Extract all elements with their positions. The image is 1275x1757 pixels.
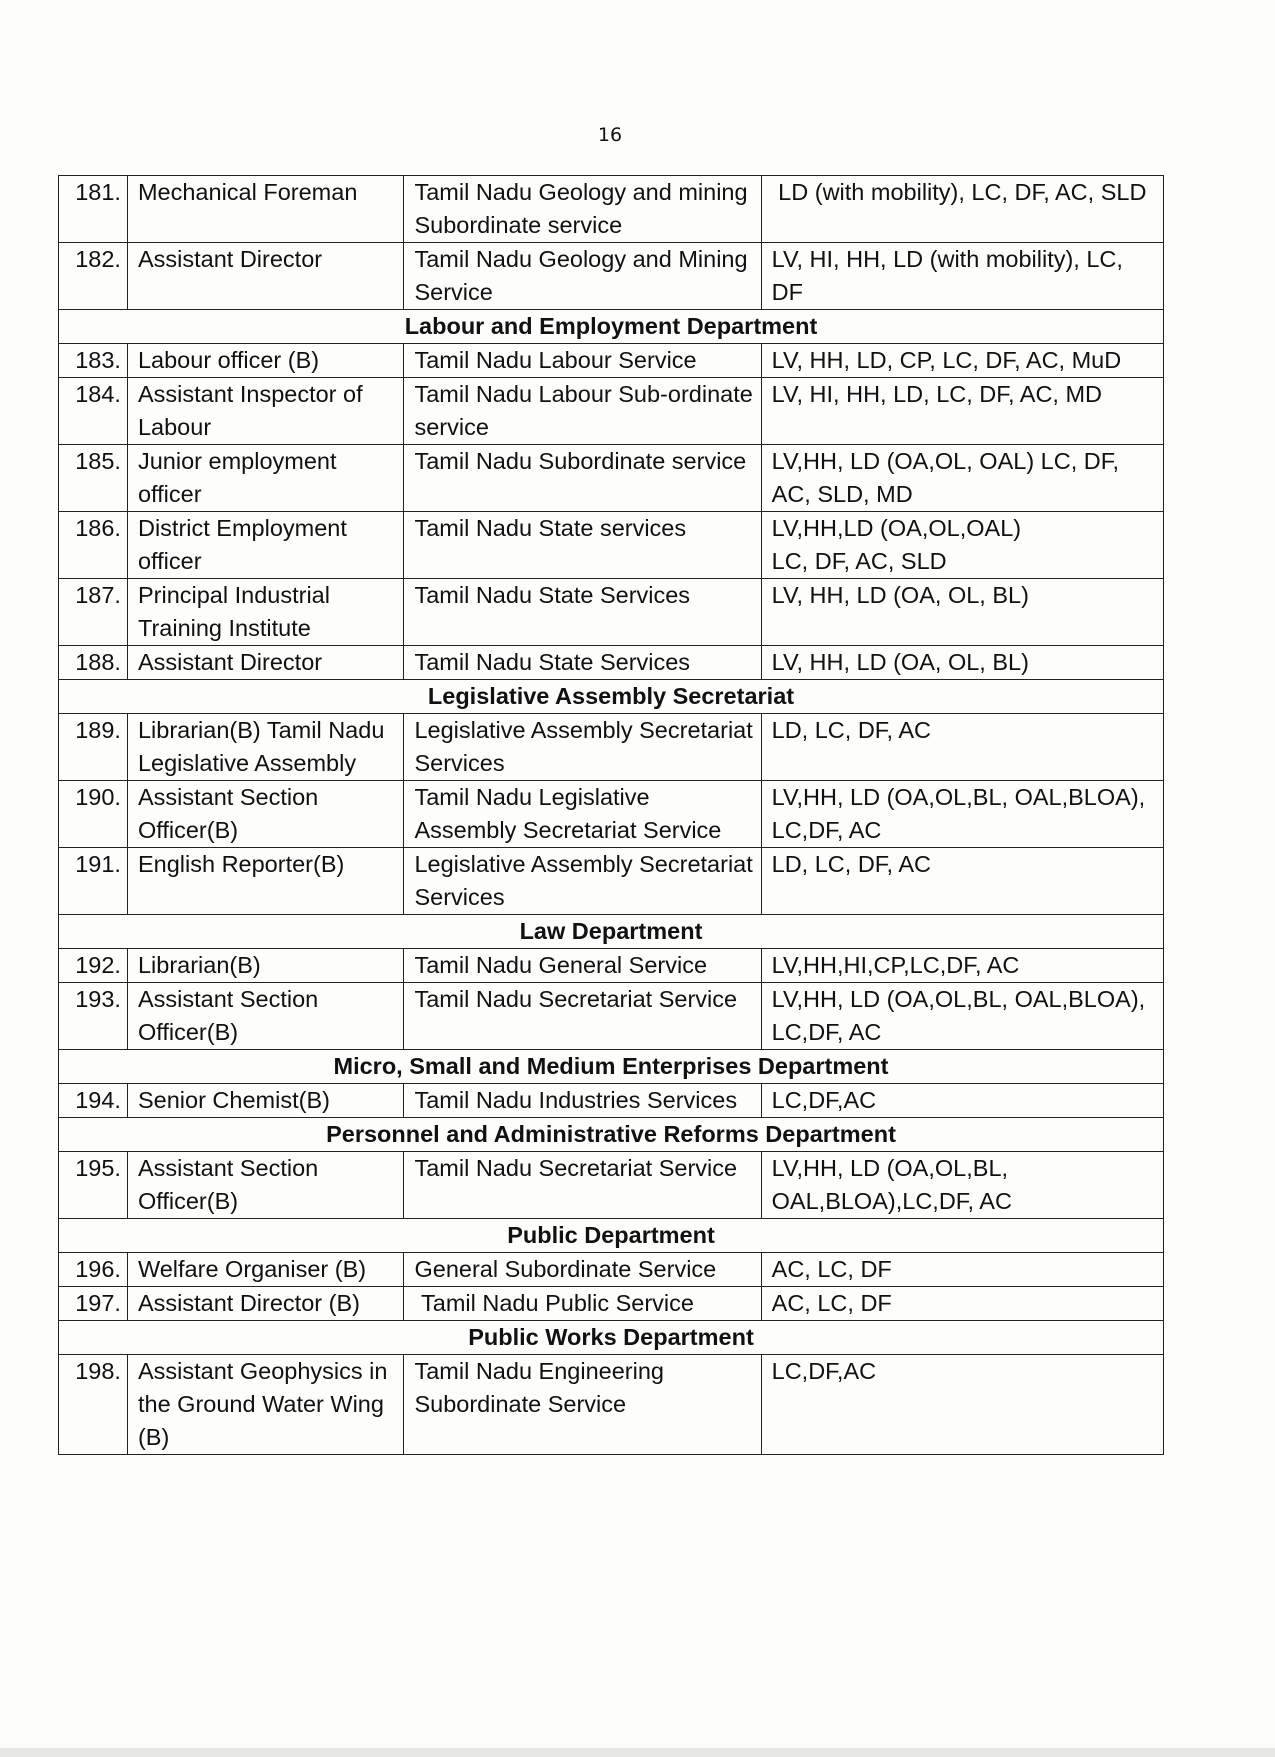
serial-number: 193. [59, 983, 128, 1050]
table-row [59, 983, 1164, 1050]
service-name: Tamil Nadu State services [404, 512, 761, 579]
service-name: Tamil Nadu Secretariat Service [404, 983, 761, 1050]
service-name: Tamil Nadu Secretariat Service [404, 1152, 761, 1219]
table-row [59, 949, 1164, 983]
service-name: Tamil Nadu State Services [404, 646, 761, 680]
department-heading-row [59, 1219, 1164, 1253]
disability-categories: AC, LC, DF [761, 1287, 1163, 1321]
serial-number: 198. [59, 1355, 128, 1455]
post-name: Assistant Section Officer(B) [127, 1152, 404, 1219]
serial-number: 196. [59, 1253, 128, 1287]
disability-categories: LV,HH, LD (OA,OL,BL, OAL,BLOA), LC,DF, AC [761, 983, 1163, 1050]
post-name: Mechanical Foreman [127, 176, 404, 243]
post-name: District Employment officer [127, 512, 404, 579]
serial-number: 194. [59, 1084, 128, 1118]
post-name: Assistant Director (B) [127, 1287, 404, 1321]
department-heading: Public Works Department [59, 1321, 1164, 1355]
table-row [59, 579, 1164, 646]
service-name: Tamil Nadu Public Service [404, 1287, 761, 1321]
department-heading-row [59, 1321, 1164, 1355]
serial-number: 185. [59, 445, 128, 512]
service-name: Tamil Nadu Engineering Subordinate Service [404, 1355, 761, 1455]
disability-categories: LC,DF,AC [761, 1355, 1163, 1455]
post-name: Assistant Section Officer(B) [127, 781, 404, 848]
disability-categories: LD, LC, DF, AC [761, 714, 1163, 781]
department-heading-row [59, 1118, 1164, 1152]
table-row [59, 1152, 1164, 1219]
disability-categories: LC,DF,AC [761, 1084, 1163, 1118]
post-name: Welfare Organiser (B) [127, 1253, 404, 1287]
disability-categories: LV, HH, LD (OA, OL, BL) [761, 646, 1163, 680]
disability-categories: LD (with mobility), LC, DF, AC, SLD [761, 176, 1163, 243]
serial-number: 184. [59, 378, 128, 445]
disability-categories: LV, HI, HH, LD, LC, DF, AC, MD [761, 378, 1163, 445]
department-heading: Law Department [59, 915, 1164, 949]
serial-number: 192. [59, 949, 128, 983]
department-heading-row [59, 310, 1164, 344]
table-row [59, 445, 1164, 512]
table-row [59, 1287, 1164, 1321]
disability-categories: LV, HH, LD (OA, OL, BL) [761, 579, 1163, 646]
service-name: Tamil Nadu Subordinate service [404, 445, 761, 512]
table-row [59, 848, 1164, 915]
disability-categories: LV,HH, LD (OA,OL,BL, OAL,BLOA), LC,DF, AC [761, 781, 1163, 848]
disability-categories: LD, LC, DF, AC [761, 848, 1163, 915]
scan-edge [0, 1748, 1275, 1757]
serial-number: 191. [59, 848, 128, 915]
serial-number: 188. [59, 646, 128, 680]
table-row [59, 378, 1164, 445]
table-row [59, 176, 1164, 243]
serial-number: 195. [59, 1152, 128, 1219]
service-name: Legislative Assembly Secretariat Services [404, 848, 761, 915]
department-heading: Personnel and Administrative Reforms Department [59, 1118, 1164, 1152]
department-heading-row [59, 1050, 1164, 1084]
posts-table-body [59, 176, 1164, 1455]
posts-table [58, 175, 1164, 1455]
service-name: Tamil Nadu Labour Service [404, 344, 761, 378]
disability-categories: LV,HH, LD (OA,OL,BL, OAL,BLOA),LC,DF, AC [761, 1152, 1163, 1219]
serial-number: 183. [59, 344, 128, 378]
post-name: Labour officer (B) [127, 344, 404, 378]
table-row [59, 646, 1164, 680]
service-name: Tamil Nadu Industries Services [404, 1084, 761, 1118]
service-name: Tamil Nadu Legislative Assembly Secretariat Service [404, 781, 761, 848]
post-name: Assistant Section Officer(B) [127, 983, 404, 1050]
service-name: Tamil Nadu Labour Sub-ordinate service [404, 378, 761, 445]
department-heading: Labour and Employment Department [59, 310, 1164, 344]
department-heading-row [59, 680, 1164, 714]
disability-categories: LV,HH,HI,CP,LC,DF, AC [761, 949, 1163, 983]
post-name: Assistant Director [127, 646, 404, 680]
post-name: Assistant Geophysics in the Ground Water Wing (B) [127, 1355, 404, 1455]
post-name: Principal Industrial Training Institute [127, 579, 404, 646]
serial-number: 189. [59, 714, 128, 781]
table-row [59, 344, 1164, 378]
disability-categories: LV, HI, HH, LD (with mobility), LC, DF [761, 243, 1163, 310]
serial-number: 197. [59, 1287, 128, 1321]
serial-number: 187. [59, 579, 128, 646]
service-name: Tamil Nadu State Services [404, 579, 761, 646]
table-row [59, 714, 1164, 781]
post-name: Assistant Inspector of Labour [127, 378, 404, 445]
disability-categories: LV, HH, LD, CP, LC, DF, AC, MuD [761, 344, 1163, 378]
table-row [59, 1355, 1164, 1455]
disability-categories: LV,HH, LD (OA,OL, OAL) LC, DF, AC, SLD, MD [761, 445, 1163, 512]
serial-number: 190. [59, 781, 128, 848]
department-heading: Micro, Small and Medium Enterprises Department [59, 1050, 1164, 1084]
post-name: Junior employment officer [127, 445, 404, 512]
service-name: Tamil Nadu Geology and Mining Service [404, 243, 761, 310]
table-row [59, 781, 1164, 848]
table-row [59, 1084, 1164, 1118]
disability-categories: LV,HH,LD (OA,OL,OAL) LC, DF, AC, SLD [761, 512, 1163, 579]
service-name: Tamil Nadu General Service [404, 949, 761, 983]
service-name: Legislative Assembly Secretariat Services [404, 714, 761, 781]
post-name: Librarian(B) Tamil Nadu Legislative Assembly [127, 714, 404, 781]
serial-number: 181. [59, 176, 128, 243]
disability-categories: AC, LC, DF [761, 1253, 1163, 1287]
serial-number: 182. [59, 243, 128, 310]
table-row [59, 243, 1164, 310]
department-heading-row [59, 915, 1164, 949]
serial-number: 186. [59, 512, 128, 579]
service-name: General Subordinate Service [404, 1253, 761, 1287]
table-row [59, 512, 1164, 579]
department-heading: Public Department [59, 1219, 1164, 1253]
page-number: 16 [597, 124, 623, 146]
post-name: Assistant Director [127, 243, 404, 310]
department-heading: Legislative Assembly Secretariat [59, 680, 1164, 714]
post-name: Librarian(B) [127, 949, 404, 983]
service-name: Tamil Nadu Geology and mining Subordinate service [404, 176, 761, 243]
post-name: Senior Chemist(B) [127, 1084, 404, 1118]
table-row [59, 1253, 1164, 1287]
post-name: English Reporter(B) [127, 848, 404, 915]
